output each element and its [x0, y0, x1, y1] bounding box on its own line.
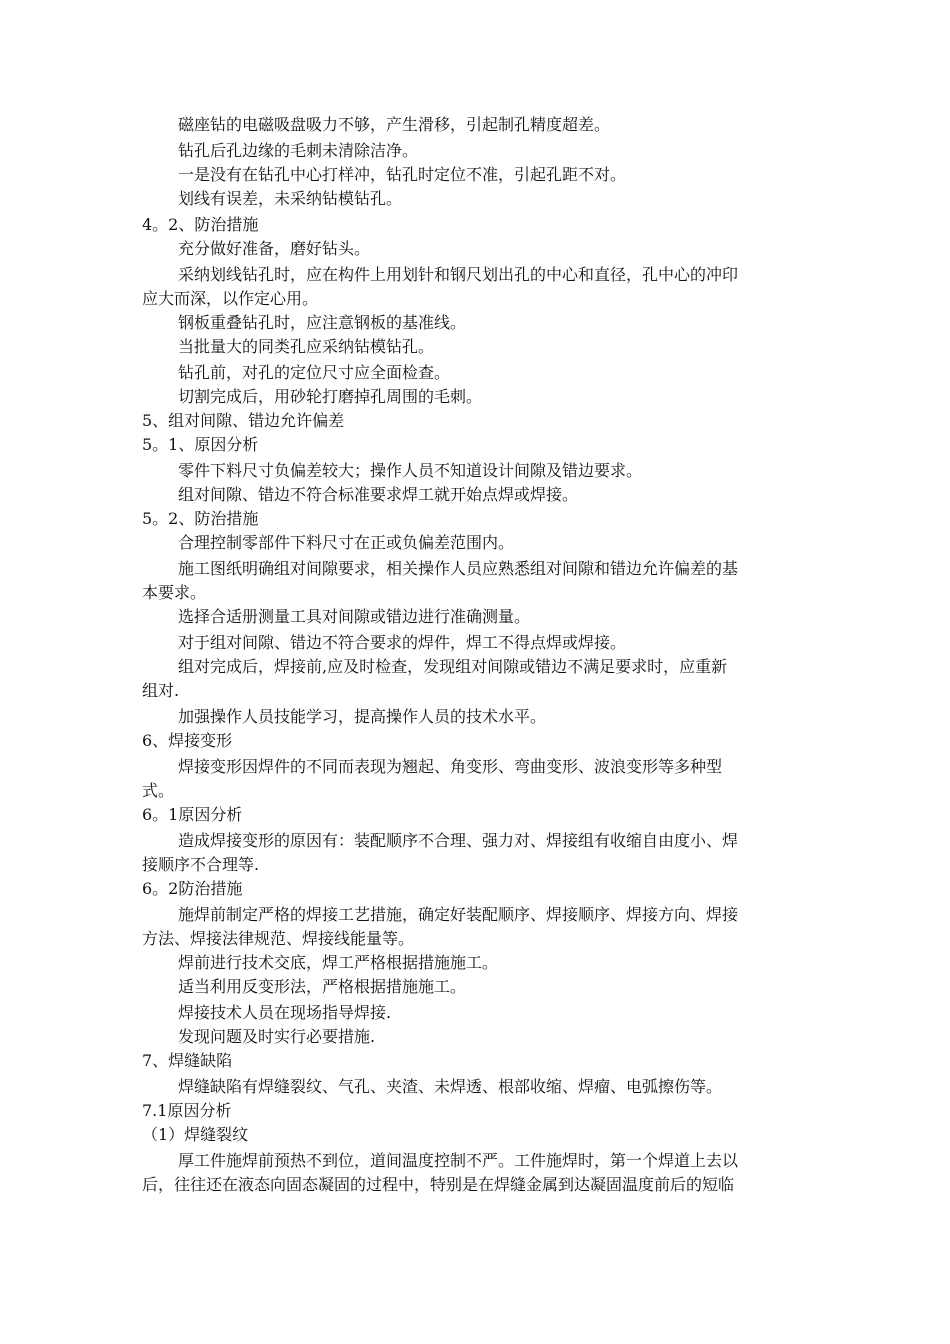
section-heading: 5。2、防治措施	[142, 509, 259, 528]
section-heading: 6。1原因分析	[142, 805, 243, 824]
subsection-heading: （1）焊缝裂纹	[142, 1125, 249, 1144]
paragraph-line: 切割完成后，用砂轮打磨掉孔周围的毛刺。	[178, 387, 483, 406]
paragraph-line: 施工图纸明确组对间隙要求，相关操作人员应熟悉组对间隙和错边允许偏差的基	[178, 559, 739, 578]
paragraph-line: 焊接变形因焊件的不同而表现为翘起、角变形、弯曲变形、波浪变形等多种型	[178, 757, 723, 776]
paragraph-line: 磁座钻的电磁吸盘吸力不够，产生滑移，引起制孔精度超差。	[178, 115, 611, 134]
paragraph-line: 钻孔后孔边缘的毛刺未清除洁净。	[178, 141, 419, 160]
paragraph-line: 加强操作人员技能学习，提高操作人员的技术水平。	[178, 707, 547, 726]
paragraph-line: 合理控制零部件下料尺寸在正或负偏差范围内。	[178, 533, 515, 552]
section-heading: 7、焊缝缺陷	[142, 1051, 233, 1070]
paragraph-line: 方法、焊接法律规范、焊接线能量等。	[142, 929, 415, 948]
paragraph-line: 对于组对间隙、错边不符合要求的焊件，焊工不得点焊或焊接。	[178, 633, 627, 652]
paragraph-line: 钻孔前，对孔的定位尺寸应全面检查。	[178, 363, 451, 382]
paragraph-line: 本要求。	[142, 583, 207, 602]
paragraph-line: 造成焊接变形的原因有：装配顺序不合理、强力对、焊接组有收缩自由度小、焊	[178, 831, 739, 850]
section-heading: 6。2防治措施	[142, 879, 243, 898]
paragraph-line: 一是没有在钻孔中心打样冲，钻孔时定位不准，引起孔距不对。	[178, 165, 627, 184]
paragraph-line: 组对间隙、错边不符合标准要求焊工就开始点焊或焊接。	[178, 485, 579, 504]
paragraph-line: 充分做好准备，磨好钻头。	[178, 239, 371, 258]
paragraph-line: 焊前进行技术交底，焊工严格根据措施施工。	[178, 953, 499, 972]
paragraph-line: 组对完成后，焊接前,应及时检查，发现组对间隙或错边不满足要求时，应重新	[178, 657, 728, 676]
paragraph-line: 选择合适册测量工具对间隙或错边进行准确测量。	[178, 607, 531, 626]
paragraph-line: 焊缝缺陷有焊缝裂纹、气孔、夹渣、未焊透、根部收缩、焊瘤、电弧擦伤等。	[178, 1077, 723, 1096]
paragraph-line: 划线有误差，未采纳钻模钻孔。	[178, 189, 403, 208]
paragraph-line: 零件下料尺寸负偏差较大；操作人员不知道设计间隙及错边要求。	[178, 461, 643, 480]
paragraph-line: 组对.	[142, 681, 180, 700]
section-heading: 5、组对间隙、错边允许偏差	[142, 411, 345, 430]
paragraph-line: 钢板重叠钻孔时，应注意钢板的基准线。	[178, 313, 467, 332]
paragraph-line: 厚工件施焊前预热不到位，道间温度控制不严。工件施焊时，第一个焊道上去以	[178, 1151, 739, 1170]
paragraph-line: 适当利用反变形法，严格根据措施施工。	[178, 977, 467, 996]
paragraph-line: 当批量大的同类孔应采纳钻模钻孔。	[178, 337, 435, 356]
paragraph-line: 接顺序不合理等.	[142, 855, 260, 874]
section-heading: 4。2、防治措施	[142, 215, 259, 234]
section-heading: 7.1原因分析	[142, 1101, 232, 1120]
paragraph-line: 式。	[142, 781, 175, 800]
paragraph-line: 焊接技术人员在现场指导焊接.	[178, 1003, 392, 1022]
paragraph-line: 后，往往还在液态向固态凝固的过程中，特别是在焊缝金属到达凝固温度前后的短临	[142, 1175, 735, 1194]
section-heading: 5。1、原因分析	[142, 435, 259, 454]
paragraph-line: 应大而深，以作定心用。	[142, 289, 319, 308]
paragraph-line: 采纳划线钻孔时，应在构件上用划针和钢尺划出孔的中心和直径，孔中心的冲印	[178, 265, 739, 284]
paragraph-line: 施焊前制定严格的焊接工艺措施，确定好装配顺序、焊接顺序、焊接方向、焊接	[178, 905, 739, 924]
paragraph-line: 发现问题及时实行必要措施.	[178, 1027, 376, 1046]
section-heading: 6、焊接变形	[142, 731, 233, 750]
